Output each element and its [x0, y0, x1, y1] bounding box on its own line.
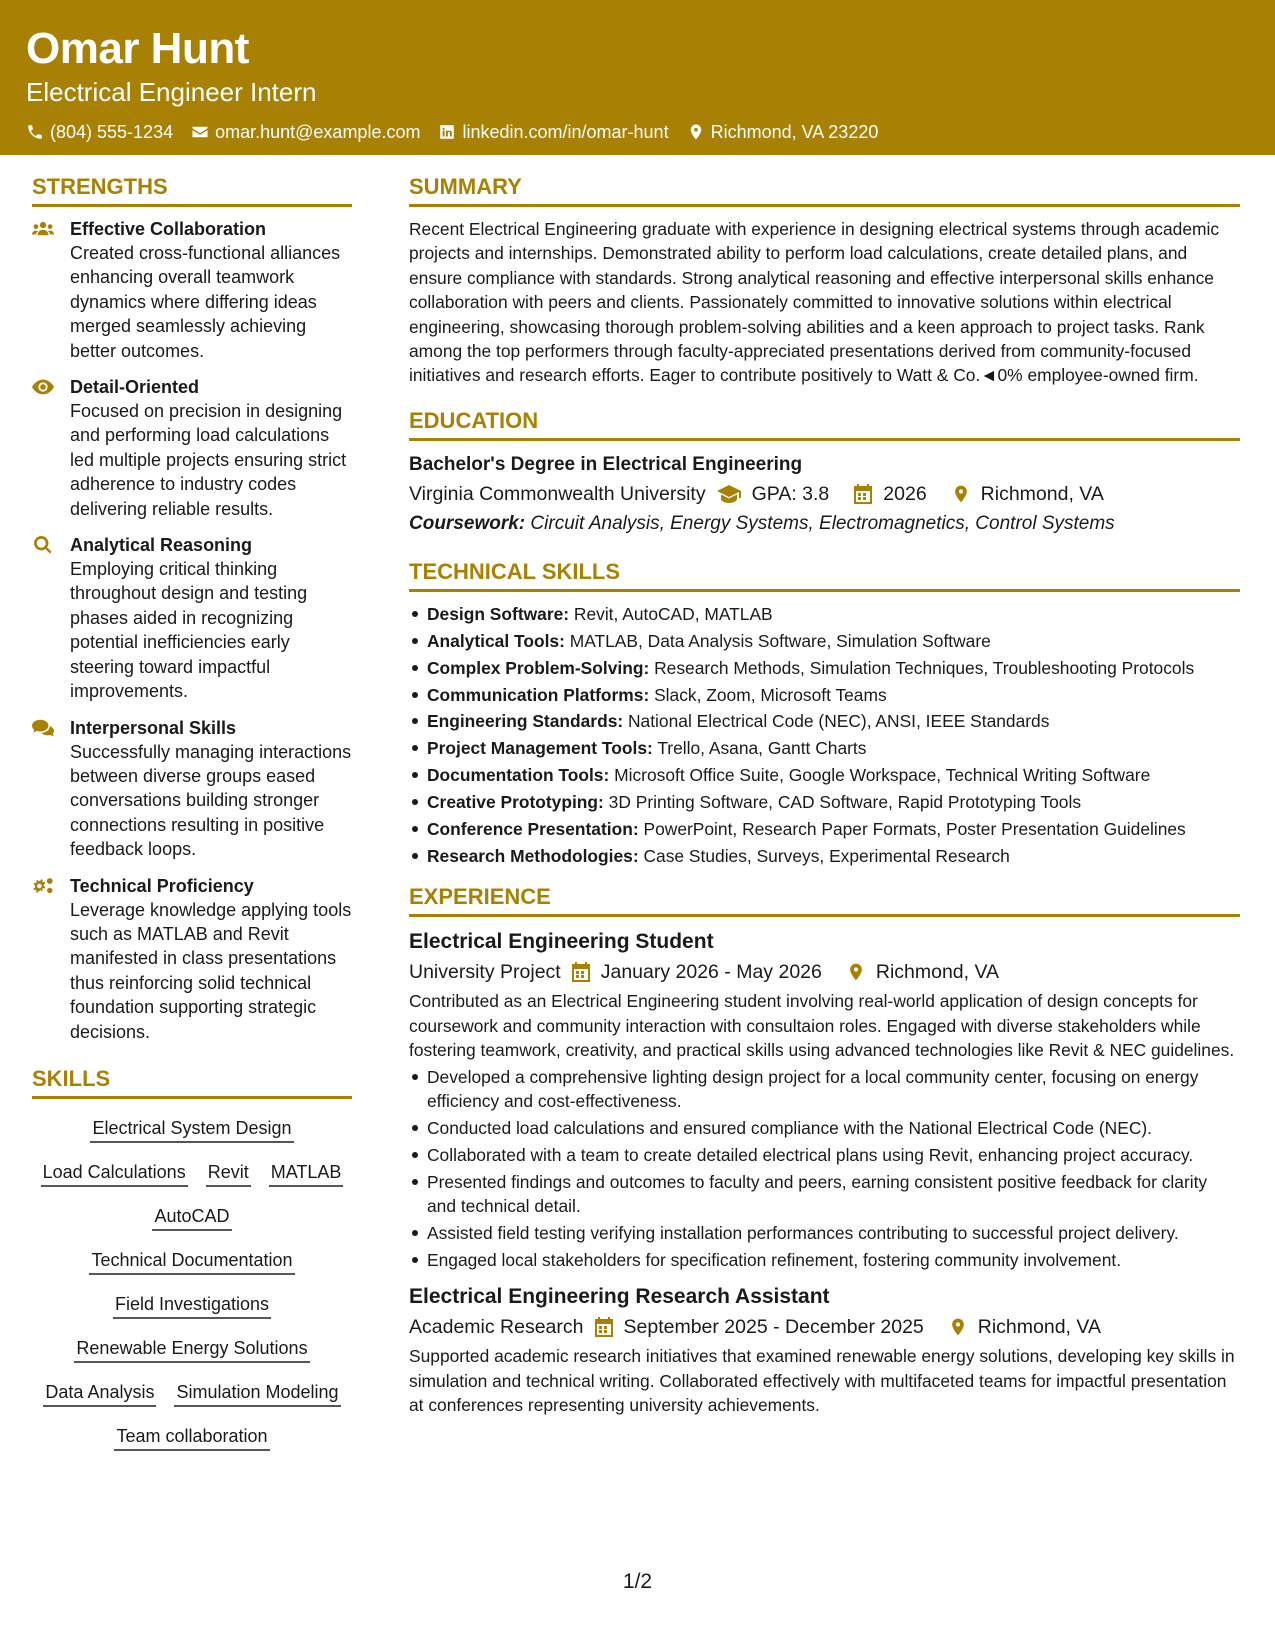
job-title: Electrical Engineering Student: [409, 930, 714, 954]
skills-row: [32, 1293, 352, 1319]
skills-heading: SKILLS: [32, 1064, 352, 1099]
tech-skill-value: MATLAB, Data Analysis Software, Simulation Software: [569, 630, 991, 651]
list-item: [409, 817, 1240, 841]
tech-skill-value: PowerPoint, Research Paper Formats, Poster Presentation Guidelines: [643, 819, 1186, 840]
contact-phone[interactable]: [26, 120, 173, 144]
list-item: Assisted field testing verifying installation performances contributing to successful project delivery.: [409, 1221, 1240, 1245]
contact-email[interactable]: [191, 120, 420, 144]
list-item: [409, 683, 1240, 707]
map-pin-icon: [687, 123, 705, 141]
skills-row: [32, 1117, 352, 1143]
job-location: Richmond, VA: [875, 961, 1000, 984]
tech-skill-label: Documentation Tools:: [427, 765, 610, 786]
strength-title: Interpersonal Skills: [70, 717, 237, 738]
job-entry: [409, 927, 1240, 1272]
list-item: [409, 709, 1240, 733]
tech-skill-value: Trello, Asana, Gantt Charts: [657, 738, 867, 759]
list-item: Developed a comprehensive lighting design project for a local community center, focusing on energy efficiency and cost-effectiveness.: [409, 1065, 1240, 1114]
strength-item: [32, 874, 352, 1044]
list-item: [409, 602, 1240, 626]
job-meta: [409, 957, 1240, 987]
tech-skill-value: Revit, AutoCAD, MATLAB: [573, 603, 773, 624]
coursework-label: Coursework:: [409, 512, 526, 534]
tech-skill-label: Design Software:: [427, 603, 570, 624]
job-bullets: [409, 1065, 1240, 1273]
list-item: Engaged local stakeholders for specification refinement, fostering community involvement.: [409, 1248, 1240, 1272]
strength-item: [32, 716, 352, 862]
skill-tag: MATLAB: [269, 1161, 344, 1187]
tech-skill-label: Project Management Tools:: [427, 738, 653, 759]
skill-tag: AutoCAD: [152, 1205, 231, 1231]
calendar-icon: [853, 484, 873, 504]
strength-title: Analytical Reasoning: [70, 535, 253, 556]
gpa-text: GPA: 3.8: [751, 482, 830, 505]
strength-desc: Successfully managing interactions between diverse groups eased conversations building stronger connections resulting in positive feedback loops.: [70, 741, 352, 860]
phone-text: (804) 555-1234: [50, 122, 174, 142]
right-column: [409, 172, 1240, 1418]
calendar-icon: [594, 1317, 614, 1337]
list-item: [409, 736, 1240, 760]
strength-desc: Leverage knowledge applying tools such as MATLAB and Revit manifested in class presentations thus reinforcing solid technical foundation supporting strategic decisions.: [70, 899, 352, 1042]
skills-row: [32, 1381, 352, 1407]
strengths-heading: STRENGTHS: [32, 172, 352, 207]
list-item: [409, 844, 1240, 868]
users-icon: [32, 220, 54, 238]
tech-skill-label: Analytical Tools:: [427, 630, 565, 651]
skill-tag: Simulation Modeling: [174, 1381, 340, 1407]
school-name: Virginia Commonwealth University: [409, 482, 706, 505]
list-item: Presented findings and outcomes to faculty and peers, earning consistent positive feedback for clarity and technical detail.: [409, 1170, 1240, 1219]
job-meta: [409, 1312, 1240, 1342]
skills-tag-list: [32, 1113, 352, 1455]
list-item: [409, 763, 1240, 787]
skill-tag: Field Investigations: [113, 1293, 271, 1319]
email-text: omar.hunt@example.com: [215, 122, 421, 142]
job-dates: September 2025 - December 2025: [623, 1316, 924, 1339]
job-location: Richmond, VA: [977, 1316, 1101, 1339]
skills-row: [32, 1337, 352, 1363]
skills-row: [32, 1249, 352, 1275]
candidate-title: Electrical Engineer Intern: [26, 77, 317, 107]
tech-skill-label: Research Methodologies:: [427, 846, 639, 866]
skills-row: [32, 1205, 352, 1231]
resume-header: [0, 0, 1275, 155]
skill-tag: Electrical System Design: [90, 1117, 293, 1143]
experience-heading: EXPERIENCE: [409, 882, 1240, 917]
strength-item: [32, 217, 352, 363]
chat-icon: [32, 719, 54, 737]
eye-icon: [32, 378, 54, 396]
map-pin-icon: [846, 962, 866, 982]
linkedin-text: linkedin.com/in/omar-hunt: [462, 122, 669, 142]
strength-desc: Employing critical thinking throughout design and testing phases aided in recognizing potential inefficiencies early steering toward impactful improvements.: [70, 559, 308, 702]
strength-desc: Focused on precision in designing and performing load calculations led multiple projects ensuring strict adherence to industry codes delivering reliable results.: [70, 401, 347, 519]
tech-skill-label: Conference Presentation:: [427, 819, 639, 840]
coursework: [409, 509, 1240, 539]
map-pin-icon: [948, 1317, 968, 1337]
strength-item: [32, 533, 352, 703]
education-heading: EDUCATION: [409, 406, 1240, 441]
page-number: 1/2: [622, 1570, 653, 1593]
list-item: [409, 656, 1240, 680]
strength-desc: Created cross-functional alliances enhancing overall teamwork dynamics where differing ideas merged seamlessly achieving better outcomes.: [70, 243, 341, 361]
tech-skill-label: Engineering Standards:: [427, 711, 624, 732]
graduation-year: 2026: [883, 482, 927, 505]
list-item: Collaborated with a team to create detailed electrical plans using Revit, enhancing project accuracy.: [409, 1143, 1240, 1167]
job-description: Supported academic research initiatives that examined renewable energy solutions, developing key skills in simulation and technical writing. Collaborated effectively with multifaceted teams for impactful presentation at conferences representing university achievements.: [409, 1346, 1235, 1416]
gears-icon: [32, 877, 54, 895]
tech-skill-label: Creative Prototyping:: [427, 792, 604, 813]
job-entry: [409, 1282, 1240, 1417]
job-org: University Project: [409, 961, 561, 984]
tech-skill-value: Microsoft Office Suite, Google Workspace, Technical Writing Software: [614, 765, 1151, 786]
skill-tag: Load Calculations: [41, 1161, 188, 1187]
linkedin-icon: [438, 123, 456, 141]
strength-title: Effective Collaboration: [70, 219, 267, 239]
job-title: Electrical Engineering Research Assistant: [409, 1285, 830, 1309]
skills-row: [32, 1425, 352, 1451]
contact-location: [687, 120, 879, 144]
coursework-list: Circuit Analysis, Energy Systems, Electromagnetics, Control Systems: [530, 512, 1115, 534]
contact-bar: [26, 120, 1249, 144]
technical-skills-heading: TECHNICAL SKILLS: [409, 557, 1240, 592]
contact-linkedin[interactable]: [438, 120, 668, 144]
summary-heading: SUMMARY: [409, 172, 1240, 207]
location-text: Richmond, VA 23220: [710, 122, 879, 142]
degree-title: Bachelor's Degree in Electrical Engineering: [409, 453, 803, 475]
skill-tag: Revit: [206, 1161, 251, 1187]
strength-title: Technical Proficiency: [70, 875, 254, 896]
phone-icon: [26, 123, 44, 141]
search-icon: [32, 536, 54, 554]
calendar-icon: [571, 962, 591, 982]
summary-text: Recent Electrical Engineering graduate with experience in designing electrical systems through academic projects and internships. Demonstrated ability to perform load calculations, create detailed plans, and ensure compliance with standards. Strong analytical reasoning and effective interpersonal skills enhance collaboration with peers and clients. Passionately committed to innovative solutions within electrical engineering, showcasing thorough problem-solving abilities and a keen approach to project tasks. Rank among the top performers through faculty-appreciated presentations derived from community-focused initiatives and research efforts. Eager to contribute positively to Watt & Co.◄0% employee-owned firm.: [409, 219, 1220, 386]
technical-skills-list: [409, 602, 1240, 869]
tech-skill-label: Complex Problem-Solving:: [427, 657, 650, 678]
tech-skill-value: 3D Printing Software, CAD Software, Rapid Prototyping Tools: [608, 792, 1082, 813]
list-item: [409, 790, 1240, 814]
tech-skill-value: Case Studies, Surveys, Experimental Research: [643, 846, 1010, 866]
job-org: Academic Research: [409, 1316, 584, 1339]
envelope-icon: [191, 123, 209, 141]
skill-tag: Data Analysis: [43, 1381, 156, 1407]
candidate-name: Omar Hunt: [26, 24, 249, 73]
strength-item: [32, 375, 352, 521]
skills-row: [32, 1161, 352, 1187]
job-dates: January 2026 - May 2026: [600, 961, 822, 984]
skill-tag: Technical Documentation: [89, 1249, 294, 1275]
left-column: [32, 172, 352, 1455]
skill-tag: Renewable Energy Solutions: [74, 1337, 309, 1363]
tech-skill-label: Communication Platforms:: [427, 684, 650, 705]
tech-skill-value: National Electrical Code (NEC), ANSI, IEEE Standards: [628, 711, 1050, 732]
school-location: Richmond, VA: [980, 482, 1104, 505]
list-item: [409, 629, 1240, 653]
job-description: Contributed as an Electrical Engineering student involving real-world application of design concepts for coursework and community interaction with consultaion roles. Engaged with diverse stakeholders while fostering teamwork, creativity, and practical skills using advanced technologies like Revit & NEC guidelines.: [409, 991, 1235, 1061]
list-item: Conducted load calculations and ensured compliance with the National Electrical Code (NEC).: [409, 1116, 1240, 1140]
education-meta: [409, 479, 1240, 509]
tech-skill-value: Slack, Zoom, Microsoft Teams: [654, 684, 887, 705]
strength-title: Detail-Oriented: [70, 377, 200, 398]
skill-tag: Team collaboration: [114, 1425, 269, 1451]
map-pin-icon: [951, 484, 971, 504]
tech-skill-value: Research Methods, Simulation Techniques, Troubleshooting Protocols: [654, 657, 1195, 678]
graduation-cap-icon: [716, 484, 742, 504]
